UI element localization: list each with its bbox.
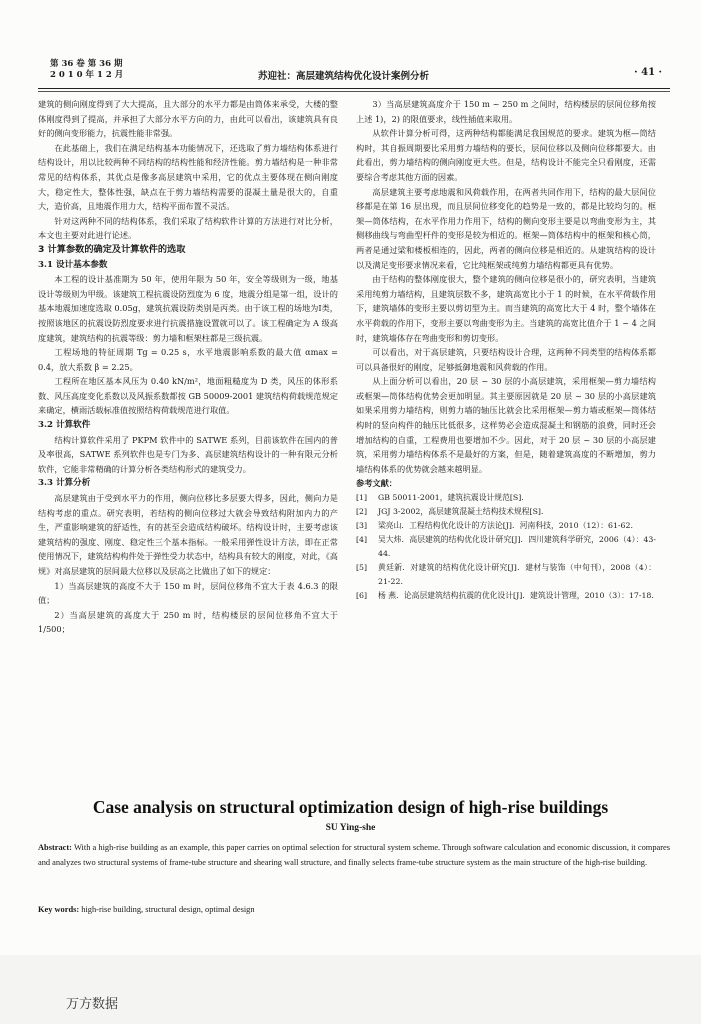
header-rule-thin xyxy=(38,91,670,92)
paragraph: 高层建筑主要考虑地震和风荷载作用，在两者共同作用下，结构的最大层间位移都是在第 16 层出现，而且层间位移变化的趋势是一致的，都是比较均匀的。框架—筒体结构，在水平作用力作用下，结构的侧向变形主要是以弯曲变形为主，其侧移曲线与弯曲型杆件的变形是较为相近的。框架—筒体结构中的框架和核心筒，两者是通过梁和楼板相连的，因此，两者的侧向位移是相近的。从建筑结构的设计以及满足变形要求情况来看，它比纯框架或纯剪力墙结构都更具有优势。 xyxy=(356,186,656,270)
reference-text: 杨 燕．论高层建筑结构抗震的优化设计[J]．建筑设计管理，2010（3）：17-18. xyxy=(378,591,654,601)
keywords-label: Key words: xyxy=(38,905,80,914)
reference-text: JGJ 3-2002，高层建筑混凝土结构技术规程[S]. xyxy=(378,507,544,517)
paragraph: 从软件计算分析可得，这两种结构都能满足我国规范的要求。建筑为框—筒结构时，其自振周期要比采用剪力墙结构的要长，层间位移以及侧向位移都要大。由此看出，剪力墙结构的侧向刚度更大些。但是，结构设计不能完全只看刚度，还需要综合考虑其他方面的因素。 xyxy=(356,128,656,182)
date-line: 2 0 1 0 年 1 2 月 xyxy=(50,70,124,80)
paragraph: 可以看出，对于高层建筑，只要结构设计合理，这两种不同类型的结构体系都可以具备很好的刚度，足够抵御地震和风荷载的作用。 xyxy=(356,347,656,372)
reference-text: 黄廷新．对建筑的结构优化设计研究[J]．建材与装饰（中旬刊），2008（4）：21-22. xyxy=(378,563,656,587)
reference-number: [1] xyxy=(356,493,368,503)
paragraph: 建筑的侧向刚度得到了大大提高，且大部分的水平力都是由筒体来承受，大楼的整体刚度得到了提高，并承担了大部分水平方向的力，由此可以看出，该建筑具有良好的侧向变形能力，抗震性能非常强。 xyxy=(38,99,338,139)
footer-band xyxy=(0,955,701,1024)
reference-number: [5] xyxy=(356,563,368,573)
reference-item xyxy=(356,533,656,561)
paragraph: 1）当高层建筑的高度不大于 150 m 时，层间位移角不宜大于表 4.6.3 的限值； xyxy=(38,580,338,606)
paragraph: 在此基础上，我们在满足结构基本功能情况下，还选取了剪力墙结构体系进行结构设计，用以比较两种不同结构的结构性能和经济性能。剪力墙结构是一种非常常见的结构体系，其优点是像多高层建筑中采用，它的优点主要体现在侧向刚度大，稳定性大，整体性强，缺点在于剪力墙结构需要的混凝土量是很大的，自重大，造价高，且地震作用力大，结构平面布置不灵活。 xyxy=(38,142,338,212)
english-title: Case analysis on structural optimization design of high-rise buildings xyxy=(92,797,609,817)
paragraph: 针对这两种不同的结构体系，我们采取了结构软件计算的方法进行对比分析，本文也主要对此进行论述。 xyxy=(38,215,338,241)
subsection-heading: 3.1 设计基本参数 xyxy=(38,259,108,270)
reference-item xyxy=(356,561,656,589)
paragraph: 结构计算软件采用了 PKPM 软件中的 SATWE 系列，目前该软件在国内的普及率很高，SATWE 系列软件也是专门为多、高层建筑结构设计的一种有限元分析软件，它能非常精确的计算分析各类结构形式的建筑受力。 xyxy=(38,434,338,474)
subsection-heading: 3.2 计算软件 xyxy=(38,420,91,431)
left-column xyxy=(38,97,338,637)
reference-item xyxy=(356,491,656,505)
paragraph: 工程场地的特征周期 Tg = 0.25 s，水平地震影响系数的最大值 αmax = 0.4，放大系数 β = 2.25。 xyxy=(38,347,338,372)
subsection-heading: 3.3 计算分析 xyxy=(38,478,91,489)
english-author: SU Ying-she xyxy=(325,823,376,833)
header-rule xyxy=(38,88,670,89)
reference-number: [2] xyxy=(356,507,368,517)
references-heading: 参考文献： xyxy=(356,478,397,489)
abstract-text: With a high-rise building as an example, this paper carries on optimal selection for structural system scheme. Through software calculation and economic discussion, it compares and analyzes two structural systems of frame-tube structure and shearing wall structure, and finally selects frame-tube structure system as the main structure of the high-rise building. xyxy=(38,843,670,867)
paragraph: 由于结构的整体刚度很大，整个建筑的侧向位移是很小的，研究表明，当建筑采用纯剪力墙结构，且建筑层数不多，建筑高宽比小于 1 的时候，在水平荷载作用下，建筑墙体的变形主要以剪切型为主。而当建筑的高宽比大于 4 时，整个墙体在水平荷载的作用下，变形主要以弯曲变形为主。当建筑的高宽比值介于 1 ~ 4 之间时，建筑墙体存在弯曲变形和剪切变形。 xyxy=(356,274,656,343)
watermark-text: 万方数据 xyxy=(66,997,119,1012)
paragraph: 从上面分析可以看出，20 层 ~ 30 层的小高层建筑，采用框架—剪力墙结构或框架—筒体结构优势会更加明显。其主要原因就是 20 层 ~ 30 层的小高层建筑如果采用剪力墙结构，则剪力墙的轴压比就会比采用框架—剪力墙或框架—筒体结构时的竖向构件的轴压比低很多，这样势必会造成混凝土和钢筋的浪费，同时还会增加结构的自重，工程费用也要增加不少。因此，对于 20 层 ~ 30 层的小高层建筑，采用剪力墙结构体系不是最好的方案，但是，随着建筑高度的不断增加，剪力墙结构体系的优势就会越来越明显。 xyxy=(356,376,656,474)
section-heading: 3 计算参数的确定及计算软件的选取 xyxy=(38,243,186,255)
paragraph: 工程所在地区基本风压为 0.40 kN/m²，地面粗糙度为 D 类，风压的体形系数、风压高度变化系数以及风振系数都按 GB 50009-2001 建筑结构荷载规范规定来确定，横雨活载标准值按照结构荷载规范进行取值。 xyxy=(38,376,338,416)
volume-line: 第 36 卷 第 36 期 xyxy=(50,59,123,69)
reference-number: [6] xyxy=(356,591,368,601)
reference-text: GB 50011-2001，建筑抗震设计规范[S]. xyxy=(378,493,524,503)
reference-number: [4] xyxy=(356,535,368,545)
reference-number: [3] xyxy=(356,521,368,531)
paragraph: 2）当高层建筑的高度大于 250 m 时，结构楼层的层间位移角不宜大于 1/500； xyxy=(38,609,338,635)
abstract-label: Abstract: xyxy=(38,843,72,852)
reference-item xyxy=(356,589,656,603)
reference-item xyxy=(356,519,656,533)
right-column xyxy=(356,97,656,603)
english-keywords xyxy=(38,902,670,917)
paragraph: 3）当高层建筑高度介于 150 m ~ 250 m 之间时，结构楼层的层间位移角按上述 1)，2) 的限值要求，线性插值来取用。 xyxy=(356,99,656,124)
running-header xyxy=(38,57,670,87)
page-number: · 41 · xyxy=(634,67,662,78)
english-abstract xyxy=(38,840,670,870)
reference-text: 梁亮山．工程结构优化设计的方法论[J]．河南科技，2010（12）：61-62. xyxy=(378,521,633,531)
keywords-text: high-rise building, structural design, optimal design xyxy=(79,905,255,914)
reference-item xyxy=(356,505,656,519)
paragraph: 高层建筑由于受到水平力的作用，侧向位移比多层要大得多，因此，侧向力是结构考虑的重点。研究表明，若结构的侧向位移过大就会导致结构附加内力的产生，严重影响建筑的舒适性，有的甚至会造成结构破坏。结构设计时，主要考虑该建筑结构的强度、刚度、稳定性三个基本指标。一般采用弹性设计方法，即在正常使用情况下，建筑结构构件处于弹性受力状态中，结构具有较大的刚度，对此，《高规》对高层建筑的层间最大位移以及层高之比做出了如下的规定： xyxy=(38,493,338,576)
paragraph: 本工程的设计基准期为 50 年，使用年限为 50 年，安全等级则为一级，地基设计等级则为甲级。该建筑工程抗震设防烈度为 6 度，地震分组是第一组，设计的基本地震加速度选取 0.05g，建筑抗震设防类别是丙类。由于该工程的场地为Ⅰ类，按照该地区的抗震设防烈度要求进行抗震措施设置就可以了。该工程确定为 A 级高度建筑，建筑结构的抗震等级：剪力墙和框架柱都是三级抗震。 xyxy=(38,274,338,343)
header-title: 苏迎社：高层建筑结构优化设计案例分析 xyxy=(258,71,430,82)
reference-text: 吴大炜．高层建筑的结构优化设计研究[J]．四川建筑科学研究，2006（4）：43-44. xyxy=(378,535,656,559)
volume-info xyxy=(50,59,123,81)
